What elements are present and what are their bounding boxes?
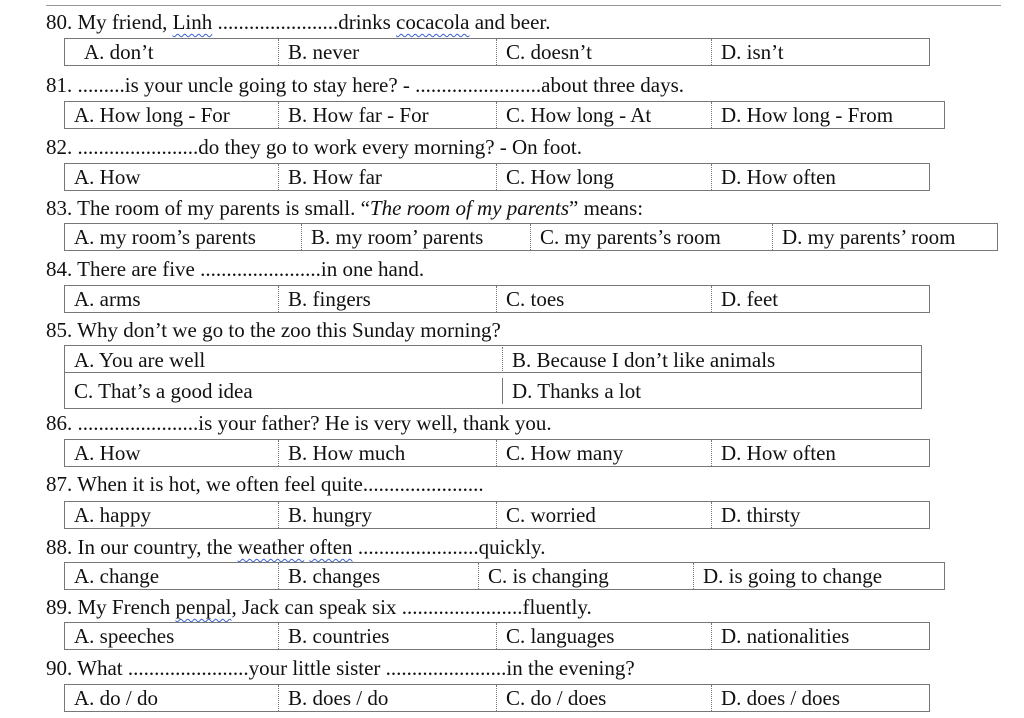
options-85 [64,345,922,409]
options-81 [64,101,945,129]
question-text: .......................is your father? He is very well, thank you. [72,411,552,435]
question-84 [46,255,424,283]
option-b[interactable]: B. hungry [278,502,496,528]
quoted-phrase: The room of my parents [369,196,569,220]
option-a[interactable]: A. do / do [74,686,158,710]
question-89 [46,593,592,621]
spellcheck-word: Linh [172,10,213,34]
top-rule [46,5,1001,6]
question-text: What .......................your little sister .......................in the evening? [72,656,635,680]
options-86 [64,439,930,467]
question-text: Why don’t we go to the zoo this Sunday morning? [72,318,501,342]
spellcheck-word: weather [237,535,305,559]
options-84 [64,285,930,313]
option-c[interactable]: C. How long - At [496,102,711,128]
option-b[interactable]: B. countries [278,623,496,649]
question-text: .......................quickly. [352,535,546,559]
question-81 [46,71,684,99]
options-80 [64,38,930,66]
options-89 [64,622,930,650]
option-a[interactable]: A. don’t [84,40,154,64]
option-d[interactable]: D. isn’t [711,39,929,65]
option-c[interactable]: C. toes [496,286,711,312]
question-text: The room of my parents is small. “ [72,196,370,220]
option-c[interactable]: C. That’s a good idea [74,379,253,403]
option-c[interactable]: C. is changing [478,563,693,589]
question-number: 88. [46,535,73,559]
option-c[interactable]: C. doesn’t [496,39,711,65]
option-a[interactable]: A. change [74,564,160,588]
option-b[interactable]: B. How much [278,440,496,466]
option-a[interactable]: A. You are well [65,347,502,373]
spellcheck-word: penpal [175,595,232,619]
option-c[interactable]: C. languages [496,623,711,649]
option-c[interactable]: C. How long [496,164,711,190]
option-d[interactable]: D. How often [711,440,929,466]
option-b[interactable]: B. Because I don’t like animals [502,347,921,373]
option-d[interactable]: D. does / does [711,685,929,711]
option-d[interactable]: D. my parents’ room [772,224,997,250]
question-text: and beer. [469,10,551,34]
question-85 [46,316,501,344]
option-d[interactable]: D. feet [711,286,929,312]
question-number: 84. [46,257,73,281]
options-88 [64,562,945,590]
option-b[interactable]: B. never [278,39,496,65]
question-text: When it is hot, we often feel quite....................... [72,472,484,496]
question-number: 81. [46,73,73,97]
question-number: 85. [46,318,73,342]
options-90 [64,684,930,712]
option-d[interactable]: D. nationalities [711,623,929,649]
question-text: , Jack can speak six .......................fluently. [231,595,592,619]
question-number: 89. [46,595,73,619]
option-a[interactable]: A. arms [74,287,141,311]
option-b[interactable]: B. does / do [278,685,496,711]
question-number: 82. [46,135,73,159]
option-d[interactable]: D. is going to change [693,563,944,589]
option-b[interactable]: B. fingers [278,286,496,312]
question-text: My friend, [72,10,173,34]
option-a[interactable]: A. my room’s parents [74,225,256,249]
answer-blank: ....................... [212,10,339,34]
options-87 [64,501,930,529]
question-text: ” means: [569,196,644,220]
question-88 [46,533,545,561]
option-b[interactable]: B. my room’ parents [301,224,530,250]
option-c[interactable]: C. do / does [496,685,711,711]
question-82 [46,133,582,161]
option-b[interactable]: B. How far [278,164,496,190]
option-a[interactable]: A. speeches [74,624,175,648]
question-text: In our country, the [72,535,238,559]
question-90 [46,654,635,682]
option-d[interactable]: D. Thanks a lot [502,378,921,404]
question-87 [46,470,484,498]
spellcheck-word: often [309,535,353,559]
question-text: .......................do they go to work every morning? - On foot. [72,135,583,159]
question-number: 80. [46,10,73,34]
option-c[interactable]: C. worried [496,502,711,528]
option-a[interactable]: A. happy [74,503,151,527]
option-a[interactable]: A. How [74,165,141,189]
options-83 [64,223,998,251]
option-c[interactable]: C. How many [496,440,711,466]
option-d[interactable]: D. thirsty [711,502,929,528]
option-a[interactable]: A. How long - For [74,103,230,127]
question-86 [46,409,552,437]
question-80 [46,8,551,36]
question-text: My French [72,595,176,619]
spellcheck-word: cocacola [396,10,470,34]
question-text: There are five .......................in one hand. [72,257,425,281]
option-a[interactable]: A. How [74,441,141,465]
option-b[interactable]: B. changes [278,563,478,589]
options-82 [64,163,930,191]
question-number: 90. [46,656,73,680]
question-number: 83. [46,196,73,220]
question-number: 87. [46,472,73,496]
option-d[interactable]: D. How long - From [711,102,944,128]
option-c[interactable]: C. my parents’s room [530,224,772,250]
option-d[interactable]: D. How often [711,164,929,190]
question-number: 86. [46,411,73,435]
question-text: drinks [338,10,396,34]
option-b[interactable]: B. How far - For [278,102,496,128]
question-text: .........is your uncle going to stay here? - ........................about three days. [72,73,685,97]
question-83 [46,194,643,222]
